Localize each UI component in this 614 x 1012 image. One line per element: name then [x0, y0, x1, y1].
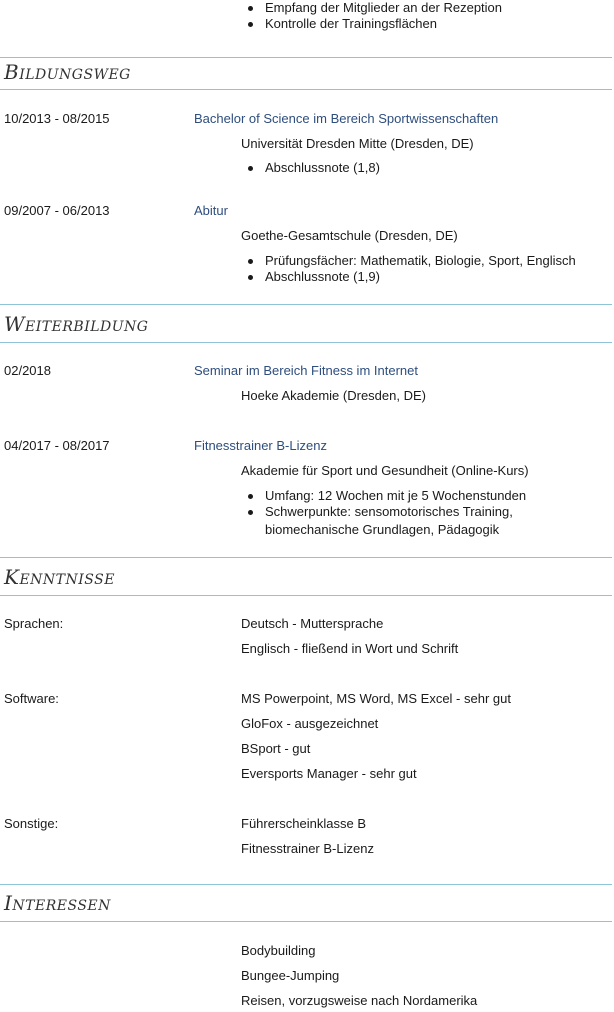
section-title-kenntnisse: Kenntnisse [4, 565, 115, 589]
entry-organization: Universität Dresden Mitte (Dresden, DE) [241, 136, 474, 151]
bullet-continuation: biomechanische Grundlagen, Pädagogik [265, 522, 500, 537]
skill-item: Englisch - fließend in Wort und Schrift [241, 641, 459, 656]
section-rule [0, 304, 612, 305]
skill-group-label: Sonstige: [4, 816, 59, 831]
bullet-item: Prüfungsfächer: Mathematik, Biologie, Sport, Englisch [241, 253, 576, 269]
interest-item: Bungee-Jumping [241, 968, 340, 983]
skill-item: GloFox - ausgezeichnet [241, 716, 379, 731]
skill-item: MS Powerpoint, MS Word, MS Excel - sehr gut [241, 691, 511, 706]
section-rule [0, 557, 612, 558]
bullet-item: Abschlussnote (1,8) [241, 160, 380, 176]
section-rule [0, 921, 612, 922]
bullet-item: Umfang: 12 Wochen mit je 5 Wochenstunden [241, 488, 526, 504]
entry-title: Abitur [194, 203, 228, 218]
entry-bullets [241, 253, 576, 285]
skill-item: Eversports Manager - sehr gut [241, 766, 417, 781]
skill-item: BSport - gut [241, 741, 311, 756]
section-rule [0, 884, 612, 885]
bullet-item: Abschlussnote (1,9) [241, 269, 576, 285]
bullet-item: Empfang der Mitglieder an der Rezeption [241, 0, 502, 16]
entry-title: Seminar im Bereich Fitness im Internet [194, 363, 418, 378]
section-rule [0, 57, 612, 58]
previous-job-bullets [241, 0, 502, 32]
skill-item: Fitnesstrainer B-Lizenz [241, 841, 374, 856]
section-rule [0, 595, 612, 596]
interest-item: Bodybuilding [241, 943, 316, 958]
interest-item: Reisen, vorzugsweise nach Nordamerika [241, 993, 478, 1008]
skill-item: Deutsch - Muttersprache [241, 616, 384, 631]
entry-title: Bachelor of Science im Bereich Sportwissenschaften [194, 111, 499, 126]
section-title-bildungsweg: Bildungsweg [4, 60, 131, 84]
skill-group-label: Sprachen: [4, 616, 64, 631]
section-rule [0, 342, 612, 343]
entry-title: Fitnesstrainer B-Lizenz [194, 438, 327, 453]
skill-item: Führerscheinklasse B [241, 816, 366, 831]
entry-organization: Hoeke Akademie (Dresden, DE) [241, 388, 426, 403]
section-title-interessen: Interessen [4, 891, 111, 915]
skill-group-label: Software: [4, 691, 59, 706]
entry-date: 09/2007 - 06/2013 [4, 203, 110, 218]
section-title-weiterbildung: Weiterbildung [4, 312, 149, 336]
entry-bullets [241, 160, 380, 176]
entry-organization: Goethe-Gesamtschule (Dresden, DE) [241, 228, 458, 243]
entry-date: 04/2017 - 08/2017 [4, 438, 110, 453]
bullet-item: Kontrolle der Trainingsflächen [241, 16, 502, 32]
entry-bullets [241, 488, 526, 520]
entry-date: 10/2013 - 08/2015 [4, 111, 110, 126]
entry-organization: Akademie für Sport und Gesundheit (Online-Kurs) [241, 463, 529, 478]
section-rule [0, 89, 612, 90]
entry-date: 02/2018 [4, 363, 51, 378]
bullet-item: Schwerpunkte: sensomotorisches Training, [241, 504, 526, 520]
